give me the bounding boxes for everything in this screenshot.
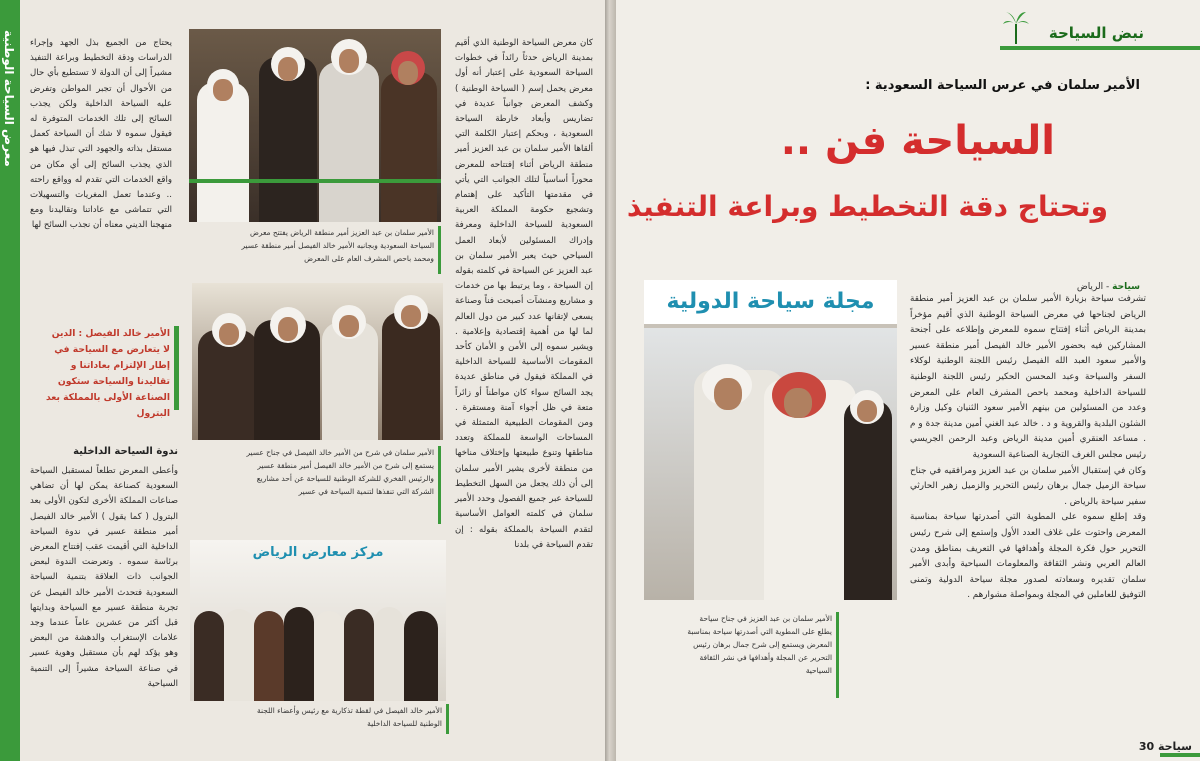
ribbon-cutting-photo: [189, 29, 441, 222]
photo2-caption: الأمير سلمان في شرح من الأمير خالد الفيصل في جناح عسير يستمع إلى شرح من الأمير خالد الفيصل أمير منطقة عسير والرئيس الفخري للشركة الوطنية للسياحة عن أحد مشاريع الشركة التي تنفذها لتنمية السياحة في عسير: [246, 448, 434, 496]
caption-bar: [438, 226, 441, 274]
pull-quote-bar: [174, 326, 179, 410]
booth-photo-caption: الأمير سلمان بن عبد العزيز في جناح سياحة يطلع على المطوية التي أصدرتها سياحة بمناسبة المعرض ويستمع إلى شرح جمال برهان رئيس التحرير عن المجلة وأهدافها في نشر الثقافة السياحية: [687, 614, 832, 675]
magazine-banner: مجلة سياحة الدولية: [644, 280, 897, 324]
caption-bar: [438, 446, 441, 524]
magazine-booth-photo: [644, 280, 897, 600]
header-rule: [1000, 46, 1200, 50]
section-heading: ندوة السياحة الداخلية: [73, 446, 178, 457]
outer-column-top: [30, 36, 172, 234]
outer-column-bottom: [30, 464, 178, 692]
footer-rule: [1160, 753, 1200, 757]
body-paragraph: يحتاج من الجميع بذل الجهد وإجراء الدراسات ودقة التخطيط وبراعة التنفيذ مشيراً إلى أن الدولة لا تستطيع بأي حال من الأحوال أن تجبر المواطن وتفرض عليه السياحة الداخلية ولكن يجذب السائح إلى تلك الخدمات المتوفرة له فيقول سموه لا شك أن السياحة كعمل مستقل بذاته والجهود التي تبذل فيها هو الذي يجذب السائح إلى أي مكان من واقع الخدمات التي تقدم له وواقع راحته .. وعندما تعمل المغريات والتسهيلات التي تتماشى مع عاداتنا وتقاليدنا ومع منهجنا الديني معناه أن نجذب السائح لها: [30, 38, 172, 231]
venue-banner: مركز معارض الرياض: [252, 545, 384, 560]
body-paragraph: إن السياحة ، وما يرتبط بها من خدمات و مشاريع ومنشآت أصبحت فناً وصناعة يسعى لإتقانها عدد كبير من دول العالم لما لها من أهمية إقتصادية وإعلامية . ويشير سموه إلى الأمن و الأمان كأحد المقومات الأساسية للسياحة الداخلية في المملكة فيقول في مناطق عديدة يجد السائح سواء كان مواطناً أو زائراً متعة في ظل أجواء آمنة ومستقرة . ومن المقومات الطبيعية المتمثلة في المساحات الواسعة للمملكة وتعدد مناطقها وتنوع طبيعتها وإختلاف مناخها من منطقة لأخرى يشير الأمير سلمان إلى أن ذلك يجعل من السهل التخطيط للسياحة عبر جميع الفصول وحدد الأمير سلمان في كلمته العوامل الأساسية لتقدم السياحة بالمملكة بقوله : إن تقدم السياحة في بلدنا: [455, 281, 593, 550]
article-title: السياحة فن ..: [780, 118, 1055, 164]
group-photo: [190, 540, 446, 701]
article-kicker: الأمير سلمان في عرس السياحة السعودية :: [865, 78, 1140, 93]
article-subtitle: وتحتاج دقة التخطيط وبراعة التنفيذ: [626, 190, 1108, 223]
palm-tree-icon: [1002, 10, 1030, 46]
page-number: سياحة 30: [1138, 740, 1192, 753]
body-paragraph: كان معرض السياحة الوطنية الذي أقيم بمدينة الرياض حدثاً رائداً في خطوات السياحة السعودية على إعتبار أنه أول معرض يحمل إسم ( السياحة الوطنية ) وكشف المعرض جوانباً عديدة في تضاريس وأبعاد خارطة السياحة السعودية ، وبحكم إعتبار الكلمة التي ألقاها الأمير سلمان بن عبد العزيز أمير منطقة الرياض أثناء إفتتاحه للمعرض محوراً أساسياً لتلك الجوانب التي يأتي في مقدمتها التأكيد على إهتمام وتشجيع حكومة المملكة العربية السعودية للسياحة الداخلية ومعرفة وإدراك المسئولين لأبعاد العمل السياحي حيث يعبر الأمير سلمان بن عبد العزيز عن السياحة في كلمته بقوله: [455, 38, 593, 277]
section-sidebar-tab: [0, 0, 20, 761]
dateline: [1077, 282, 1140, 292]
caption-bar: [446, 704, 449, 734]
body-paragraph: تشرفت سياحة بزيارة الأمير سلمان بن عبد العزيز أمير منطقة الرياض لجناحها في معرض السياحة الوطنية الذي أقيم مؤخراً بمدينة الرياض أثناء إفتتاح سموه للمعرض وإطلاعه على أجنحة المشاركين فيه بحضور الأمير خالد الفيصل أمير منطقة عسير والأمير سعود العبد الله الفيصل رئيس اللجنة الوطنية لوكلاء السفر والسياحة وعبد المحسن الحكير رئيس اللجنة الوطنية للسياحة الداخلية ومحمد باحص المشرف العام على المعرض وعدد من المسئولين من بينهم الأمير سعود الثنيان وكيل وزارة الشئون البلدية والقروية و د . خالد عبد الغني أمين مدينة جدة و م . مساعد العنقري أمين مدينة الرياض وعبد الرحمن الجريسي رئيس مجلس الغرف التجارية الصناعية السعودية: [910, 294, 1146, 460]
body-paragraph: وقد إطلع سموه على المطوية التي أصدرتها سياحة بمناسبة المعرض واحتوت على غلاف العدد الأول وإستمع إلى شرح رئيس التحرير حول فكرة المجلة وأهدافها في التعريف بمناطق ومدن العالم العربي ونشر الثقافة والمعلومات السياحية وأبدى الأمير سلمان تقديره وسعادته لصدور مجلة سياحة الدولية وتمنى التوفيق للعاملين في المجلة وبمواصلة مشوارهم .: [910, 512, 1146, 601]
pull-quote: الأمير خالد الفيصل : الدين لا يتعارض مع السياحة في إطار الإلتزام بعاداتنا و تقاليدنا والسياحة ستكون الصناعة الأولى بالمملكة بعد البترول: [45, 328, 170, 419]
body-paragraph: وكان في إستقبال الأمير سلمان بن عبد العزيز ومرافقيه في جناح سياحة الزميل جمال برهان رئيس التحرير والزميل زهير الحارثي سفير سياحة بالرياض .: [910, 465, 1146, 507]
dateline-brand: سياحة: [1112, 282, 1140, 292]
section-label: نبض السياحة: [1048, 24, 1144, 42]
middle-column: [455, 36, 593, 553]
photo1-caption: الأمير سلمان بن عبد العزيز أمير منطقة الرياض يفتتح معرض السياحة السعودية وبجانبه الأمير خالد الفيصل أمير منطقة عسير ومحمد باحص المشرف العام على المعرض: [241, 228, 434, 263]
dateline-city: - الرياض: [1076, 282, 1110, 292]
section-header: [1000, 22, 1200, 48]
sidebar-label: معرض السياحة الوطنية: [2, 30, 16, 167]
page-gutter: [605, 0, 616, 761]
body-paragraph: وأعطى المعرض تطلعاً لمستقبل السياحة السعودية كصناعة يمكن لها أن تضاهي صناعات المملكة الأخرى لتكون الأولى بعد البترول ( كما يقول ) الأمير خالد الفيصل أمير منطقة عسير في ندوة السياحة الداخلية التي أقيمت عقب إفتتاح المعرض برئاسة سموه . وتعرضت الندوة لبعض الجوانب ذات العلاقة بتنمية السياحة السعودية فتحدث الأمير خالد الفيصل عن تجربة منطقة عسير مع السياحة وبدايتها قبل أكثر من عشرين عاماً عندما وجد علامات الإستغراب والدهشة من البعض وهو يؤكد لهم بأن مستقبل وهوية عسير في صناعة السياحة مشيراً إلى التنمية السياحية: [30, 466, 178, 689]
photo3-caption: الأمير خالد الفيصل في لقطة تذكارية مع رئيس وأعضاء اللجنة الوطنية للسياحة الداخلية: [257, 706, 442, 728]
right-column: [910, 292, 1146, 604]
exhibition-visit-photo: [192, 283, 443, 440]
caption-bar: [836, 612, 839, 698]
